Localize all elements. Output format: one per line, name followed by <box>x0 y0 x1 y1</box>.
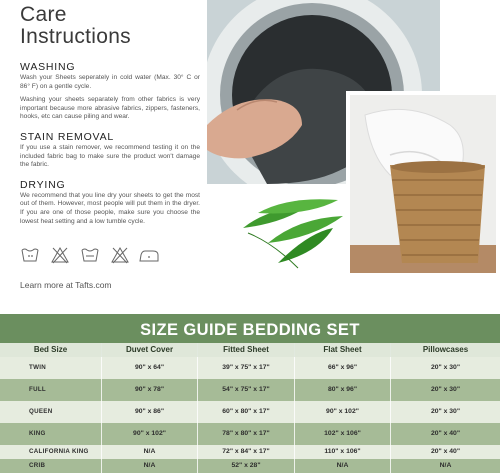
cell-bed-size: FULL <box>29 386 47 393</box>
cell-flat: 66" x 96" <box>327 364 358 371</box>
washing-title: WASHING <box>20 61 76 73</box>
cell-fitted: 60" x 80" x 17" <box>222 408 270 415</box>
laundry-basket-illustration <box>350 95 496 273</box>
cell-flat: 110" x 106" <box>324 448 361 455</box>
cell-pillow: N/A <box>439 462 452 469</box>
cell-bed-size: TWIN <box>29 364 47 371</box>
cell-fitted: 52" x 28" <box>231 462 261 469</box>
cell-pillow: 20" x 30" <box>430 408 461 415</box>
header-fitted-sheet: Fitted Sheet <box>198 343 294 357</box>
column-divider <box>197 343 198 473</box>
drying-title: DRYING <box>20 178 66 191</box>
table-row <box>0 357 500 379</box>
no-bleach-icon <box>50 246 70 264</box>
washing-text-1: Wash your Sheets seperately in cold water (Max. 30° C or 86° F) on a gentle cycle. <box>20 74 200 90</box>
cell-duvet: 90" x 86" <box>134 408 165 415</box>
cell-pillow: 20" x 30" <box>430 386 461 393</box>
header-bed-size: Bed Size <box>0 343 101 357</box>
header-duvet-cover: Duvet Cover <box>102 343 197 357</box>
cell-duvet: 90" x 102" <box>133 430 166 437</box>
learn-more-link[interactable]: Learn more at Tafts.com <box>20 280 112 290</box>
care-instructions <box>20 4 200 226</box>
cell-pillow: 20" x 40" <box>430 448 461 455</box>
header-flat-sheet: Flat Sheet <box>295 343 390 357</box>
tumble-dry-low-icon <box>80 246 100 264</box>
cell-bed-size: QUEEN <box>29 408 53 415</box>
iron-low-icon <box>138 246 160 264</box>
cell-duvet: N/A <box>143 462 156 469</box>
column-divider <box>294 343 295 473</box>
cell-flat: N/A <box>336 462 349 469</box>
column-divider <box>390 343 391 473</box>
laundry-basket-photo <box>346 91 500 277</box>
care-title-line2: Instructions <box>20 25 131 48</box>
table-row <box>0 401 500 423</box>
drying-text: We recommend that you line dry your sheets to get the most out of them. However, most people will put them in the dryer. If you are one of those people, make sure you choose the lowest heat setting and a low tumble cycle. <box>20 191 200 225</box>
cell-duvet: 90" x 64" <box>134 364 165 371</box>
cell-bed-size: CRIB <box>29 462 46 469</box>
cell-fitted: 78" x 80" x 17" <box>222 430 270 437</box>
cell-flat: 90" x 102" <box>326 408 359 415</box>
bamboo-leaves-icon <box>238 188 348 278</box>
table-row <box>0 379 500 401</box>
cell-bed-size: KING <box>29 430 46 437</box>
washing-text-2: Washing your sheets separately from other fabrics is very important because more abrasive fabrics, zippers, fasteners, hooks, etc can cause piling and wear. <box>20 96 200 121</box>
cell-fitted: 72" x 84" x 17" <box>222 448 270 455</box>
care-symbols <box>20 246 160 266</box>
stain-removal-title: STAIN REMOVAL <box>20 130 115 143</box>
do-not-dry-clean-icon <box>110 246 130 264</box>
stain-removal-text: If you use a stain remover, we recommend testing it on the included fabric bag to make sure the product won't damage the fabric. <box>20 143 200 169</box>
cell-fitted: 39" x 75" x 17" <box>222 364 270 371</box>
cell-bed-size: CALIFORNIA KING <box>29 448 89 455</box>
care-title-line1: Care <box>20 3 67 26</box>
table-row <box>0 459 500 473</box>
cell-pillow: 20" x 40" <box>430 430 461 437</box>
header-pillowcases: Pillowcases <box>391 343 500 357</box>
cell-pillow: 20" x 30" <box>430 364 461 371</box>
table-row <box>0 445 500 459</box>
wash-30-icon <box>20 246 40 264</box>
cell-flat: 102" x 106" <box>324 430 361 437</box>
size-guide-title: SIZE GUIDE BEDDING SET <box>140 321 360 339</box>
column-divider <box>101 343 102 473</box>
cell-duvet: 90" x 78" <box>134 386 165 393</box>
table-row <box>0 423 500 445</box>
cell-fitted: 54" x 75" x 17" <box>222 386 270 393</box>
cell-duvet: N/A <box>143 448 156 455</box>
cell-flat: 80" x 96" <box>327 386 358 393</box>
